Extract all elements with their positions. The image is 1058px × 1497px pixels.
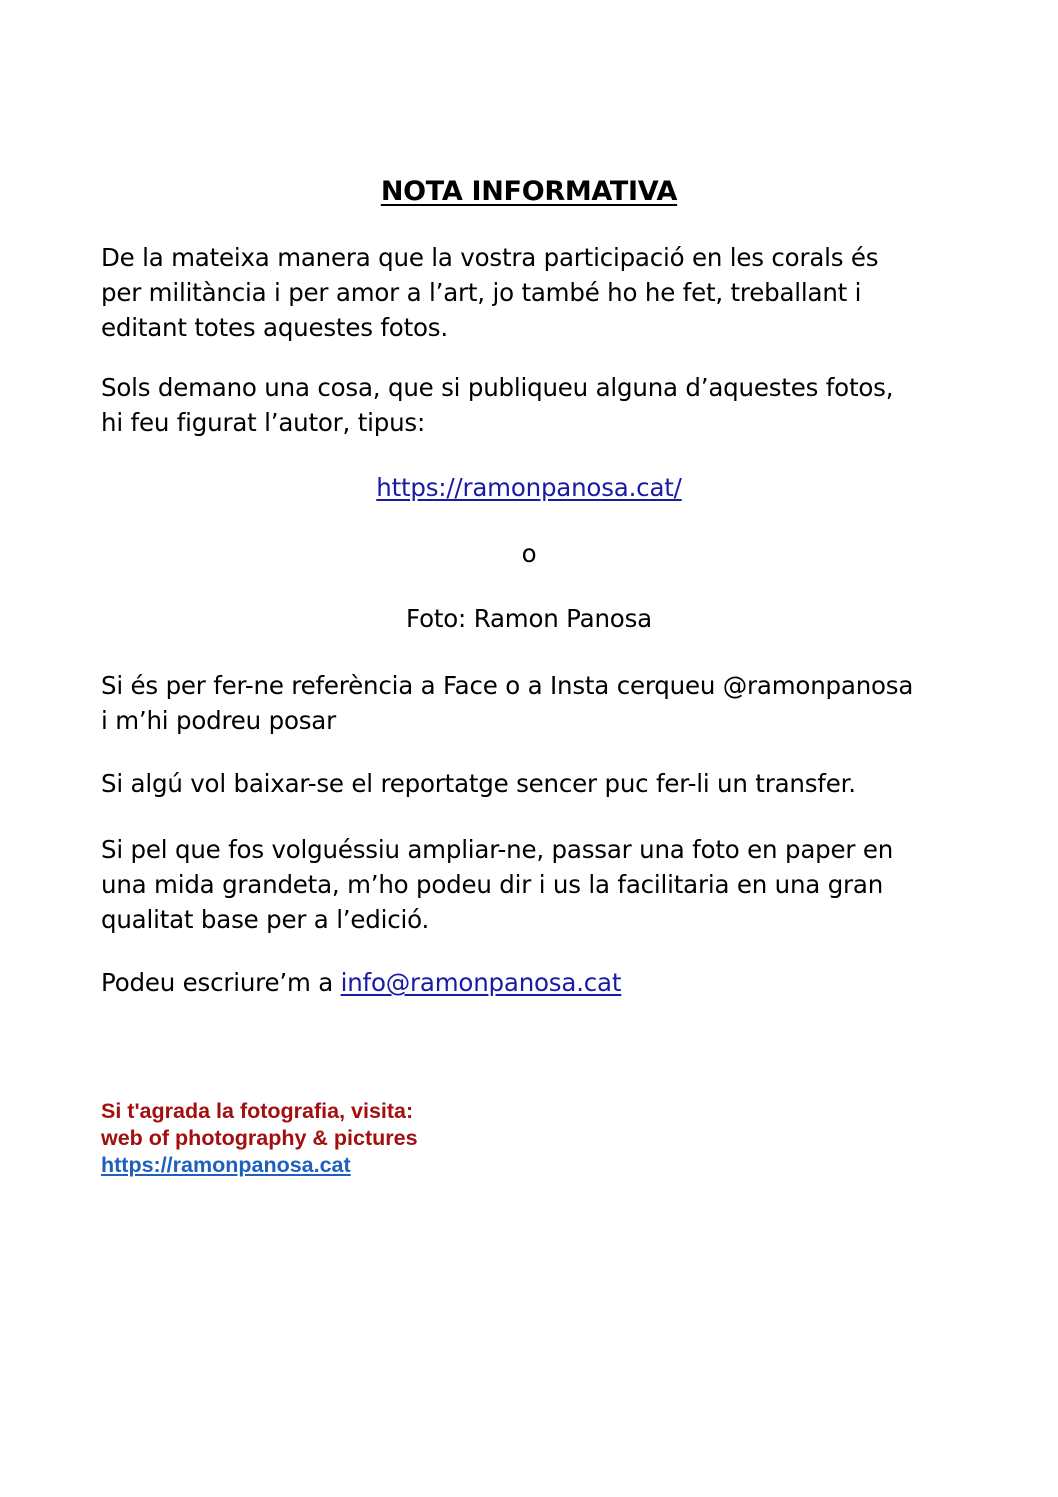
text-line: Si pel que fos volguéssiu ampliar-ne, passar una foto en paper en [101,835,894,864]
paragraph-transfer [101,766,1001,801]
text-line: qualitat base per a l’edició. [101,905,430,934]
paragraph-request [101,370,1001,440]
text-line: Sols demano una cosa, que si publiqueu alguna d’aquestes fotos, [101,373,894,402]
text-line: una mida grandeta, m’ho podeu dir i us la facilitaria en una gran [101,870,884,899]
promo-line-1: Si t'agrada la fotografia, visita: [101,1099,414,1123]
paragraph-participation [101,240,1001,345]
contact-email-link[interactable]: info@ramonpanosa.cat [340,968,622,997]
credit-text: Foto: Ramon Panosa [406,604,652,633]
text-line: Si és per fer-ne referència a Face o a Insta cerqueu @ramonpanosa [101,671,914,700]
paragraph-print [101,832,1001,937]
promo-line-2: web of photography & pictures [101,1126,418,1150]
text-line: editant totes aquestes fotos. [101,313,448,342]
contact-line [101,965,1001,1000]
text-line: i m’hi podreu posar [101,706,336,735]
credit-link[interactable]: https://ramonpanosa.cat/ [376,473,682,502]
promo-block [101,1098,418,1179]
paragraph-contact [101,965,1001,1000]
contact-prefix: Podeu escriure’m a [101,968,341,997]
or-text: o [521,539,537,568]
promo-link[interactable]: https://ramonpanosa.cat [101,1153,351,1177]
credit-link-row [0,470,1058,505]
page-title: NOTA INFORMATIVA [380,176,678,207]
paragraph-social [101,668,1001,738]
text-line: hi feu figurat l’autor, tipus: [101,408,426,437]
text-line: Si algú vol baixar-se el reportatge sencer puc fer-li un transfer. [101,769,856,798]
text-line: per militància i per amor a l’art, jo també ho he fet, treballant i [101,278,862,307]
text-line: De la mateixa manera que la vostra participació en les corals és [101,243,879,272]
